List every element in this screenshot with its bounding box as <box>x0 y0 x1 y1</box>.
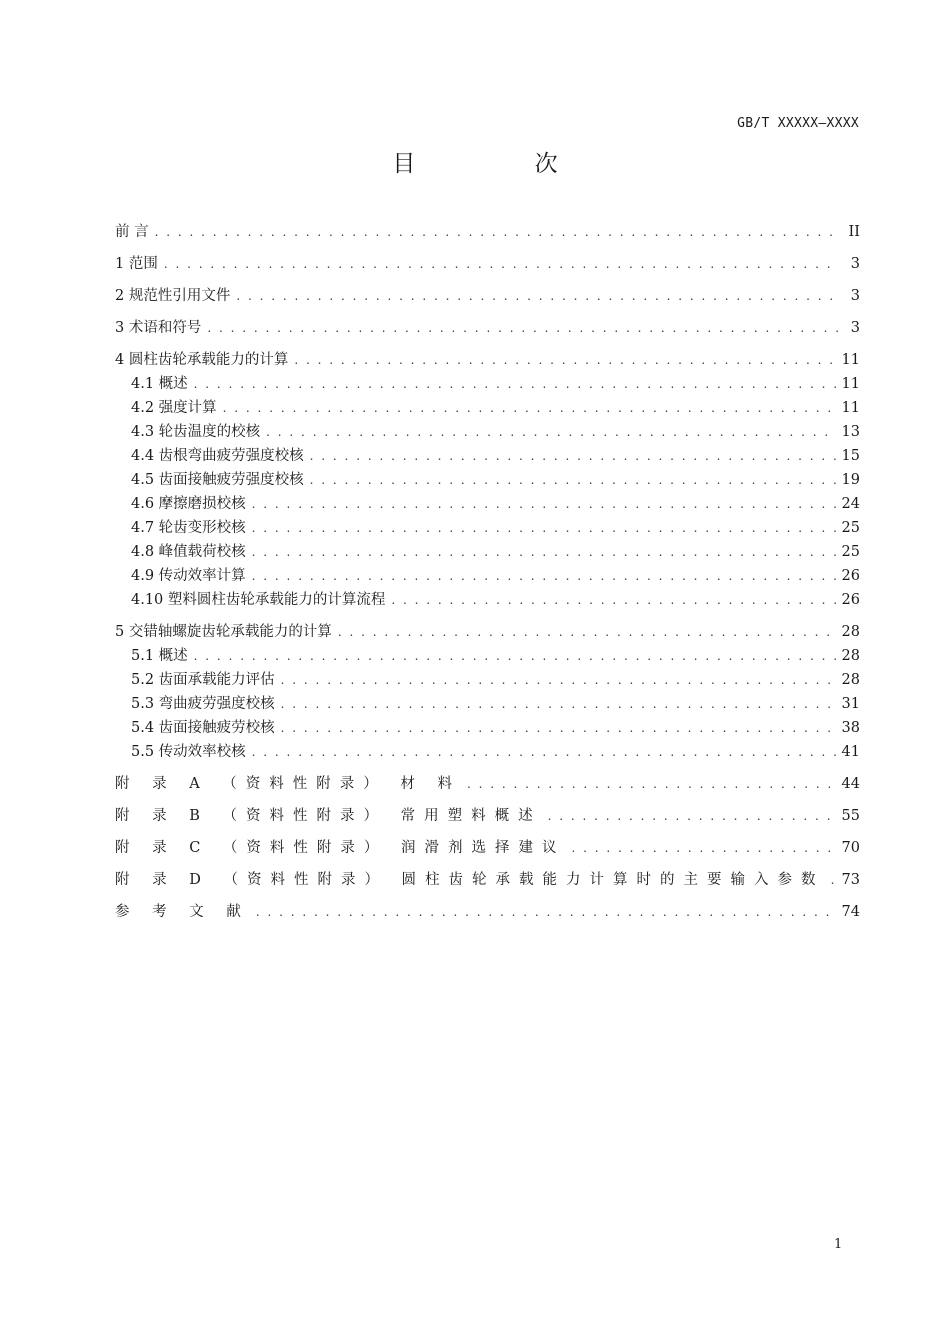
toc-entry[interactable] <box>115 719 860 738</box>
toc-entry[interactable] <box>115 543 860 562</box>
toc-entry-label: 4.3 轮齿温度的校核 <box>131 424 261 440</box>
toc-entry[interactable] <box>115 351 860 370</box>
toc-entry-page: 28 <box>841 648 860 664</box>
table-of-contents <box>115 223 860 922</box>
toc-entry-page: 26 <box>841 592 860 608</box>
toc-entry-label: 2 规范性引用文件 <box>115 288 231 304</box>
toc-entry-label: 4.5 齿面接触疲劳强度校核 <box>131 472 304 488</box>
toc-entry-label: 5.4 齿面接触疲劳校核 <box>131 720 275 736</box>
toc-entry-page: 70 <box>841 840 860 856</box>
toc-entry-label: 4.6 摩擦磨损校核 <box>131 496 246 512</box>
toc-dot-leader <box>310 471 836 490</box>
toc-entry-page: 28 <box>841 672 860 688</box>
toc-entry-page: 24 <box>841 496 860 512</box>
toc-entry[interactable] <box>115 623 860 642</box>
toc-entry[interactable] <box>115 591 860 610</box>
toc-entry[interactable] <box>115 423 860 442</box>
toc-dot-leader <box>310 447 836 466</box>
toc-dot-leader <box>338 623 836 642</box>
toc-entry[interactable] <box>115 695 860 714</box>
toc-entry-label: 附 录 A （资料性附录） 材 料 <box>115 776 462 792</box>
toc-dot-leader <box>194 647 836 666</box>
toc-entry-label: 前 言 <box>115 224 149 240</box>
toc-entry-page: 41 <box>841 744 860 760</box>
toc-entry[interactable] <box>115 775 860 794</box>
toc-dot-leader <box>164 255 838 274</box>
toc-entry-page: 3 <box>850 320 860 336</box>
toc-entry-page: 11 <box>841 400 860 416</box>
toc-entry-page: 13 <box>841 424 860 440</box>
toc-dot-leader <box>281 695 836 714</box>
toc-entry[interactable] <box>115 807 860 826</box>
toc-entry-page: 38 <box>841 720 860 736</box>
toc-entry-label: 5.5 传动效率校核 <box>131 744 246 760</box>
toc-entry[interactable] <box>115 519 860 538</box>
toc-entry[interactable] <box>115 287 860 306</box>
toc-dot-leader <box>294 351 835 370</box>
toc-entry-label: 4.10 塑料圆柱齿轮承载能力的计算流程 <box>131 592 386 608</box>
toc-dot-leader <box>155 223 838 242</box>
toc-entry-label: 5.3 弯曲疲劳强度校核 <box>131 696 275 712</box>
toc-entry-label: 5 交错轴螺旋齿轮承载能力的计算 <box>115 624 332 640</box>
toc-entry-label: 4.4 齿根弯曲疲劳强度校核 <box>131 448 304 464</box>
toc-entry[interactable] <box>115 671 860 690</box>
toc-entry[interactable] <box>115 495 860 514</box>
toc-entry[interactable] <box>115 255 860 274</box>
toc-entry[interactable] <box>115 871 860 890</box>
toc-dot-leader <box>256 903 836 922</box>
toc-entry-label: 4.1 概述 <box>131 376 188 392</box>
toc-entry-page: 3 <box>850 288 860 304</box>
toc-dot-leader <box>831 871 836 890</box>
toc-entry-page: 25 <box>841 520 860 536</box>
toc-entry-label: 附 录 C （资料性附录） 润滑剂选择建议 <box>115 840 566 856</box>
toc-entry[interactable] <box>115 647 860 666</box>
toc-entry-label: 4.7 轮齿变形校核 <box>131 520 246 536</box>
toc-entry-page: 74 <box>841 904 860 920</box>
toc-dot-leader <box>281 671 836 690</box>
toc-entry-page: 73 <box>841 872 860 888</box>
toc-entry-page: 19 <box>841 472 860 488</box>
toc-dot-leader <box>467 775 836 794</box>
toc-entry[interactable] <box>115 567 860 586</box>
toc-entry-label: 4.2 强度计算 <box>131 400 217 416</box>
toc-entry-page: 28 <box>841 624 860 640</box>
toc-entry[interactable] <box>115 223 860 242</box>
page-number: 1 <box>834 1237 843 1252</box>
toc-entry-label: 附 录 B （资料性附录） 常用塑料概述 <box>115 808 542 824</box>
toc-entry-label: 5.2 齿面承载能力评估 <box>131 672 275 688</box>
toc-entry-page: 25 <box>841 544 860 560</box>
toc-entry-label: 4.9 传动效率计算 <box>131 568 246 584</box>
toc-dot-leader <box>266 423 835 442</box>
toc-dot-leader <box>572 839 836 858</box>
toc-entry-page: 3 <box>850 256 860 272</box>
toc-dot-leader <box>252 543 836 562</box>
toc-entry[interactable] <box>115 447 860 466</box>
toc-dot-leader <box>236 287 838 306</box>
toc-dot-leader <box>194 375 836 394</box>
toc-entry-label: 4.8 峰值载荷校核 <box>131 544 246 560</box>
toc-entry[interactable] <box>115 743 860 762</box>
toc-entry-page: 26 <box>841 568 860 584</box>
toc-dot-leader <box>252 519 836 538</box>
toc-entry-page: 55 <box>841 808 860 824</box>
toc-dot-leader <box>252 495 836 514</box>
document-code: GB/T XXXXX—XXXX <box>737 116 859 131</box>
toc-entry-label: 3 术语和符号 <box>115 320 202 336</box>
toc-entry-label: 附 录 D （资料性附录） 圆柱齿轮承载能力计算时的主要输入参数 <box>115 872 825 888</box>
toc-entry-page: II <box>848 224 860 240</box>
page-title: 目 次 <box>392 151 614 177</box>
toc-entry[interactable] <box>115 839 860 858</box>
toc-dot-leader <box>391 591 835 610</box>
toc-entry[interactable] <box>115 471 860 490</box>
toc-dot-leader <box>548 807 836 826</box>
toc-dot-leader <box>252 567 836 586</box>
toc-entry[interactable] <box>115 319 860 338</box>
toc-entry-label: 4 圆柱齿轮承载能力的计算 <box>115 352 289 368</box>
toc-dot-leader <box>223 399 836 418</box>
toc-entry-label: 1 范围 <box>115 256 158 272</box>
toc-entry-label: 参 考 文 献 <box>115 904 250 920</box>
toc-dot-leader <box>252 743 836 762</box>
toc-entry[interactable] <box>115 399 860 418</box>
toc-entry-label: 5.1 概述 <box>131 648 188 664</box>
toc-entry-page: 44 <box>841 776 860 792</box>
toc-entry[interactable] <box>115 903 860 922</box>
toc-entry-page: 15 <box>841 448 860 464</box>
toc-entry-page: 11 <box>841 352 860 368</box>
toc-entry[interactable] <box>115 375 860 394</box>
toc-entry-page: 31 <box>841 696 860 712</box>
toc-dot-leader <box>281 719 836 738</box>
toc-entry-page: 11 <box>841 376 860 392</box>
toc-dot-leader <box>207 319 838 338</box>
